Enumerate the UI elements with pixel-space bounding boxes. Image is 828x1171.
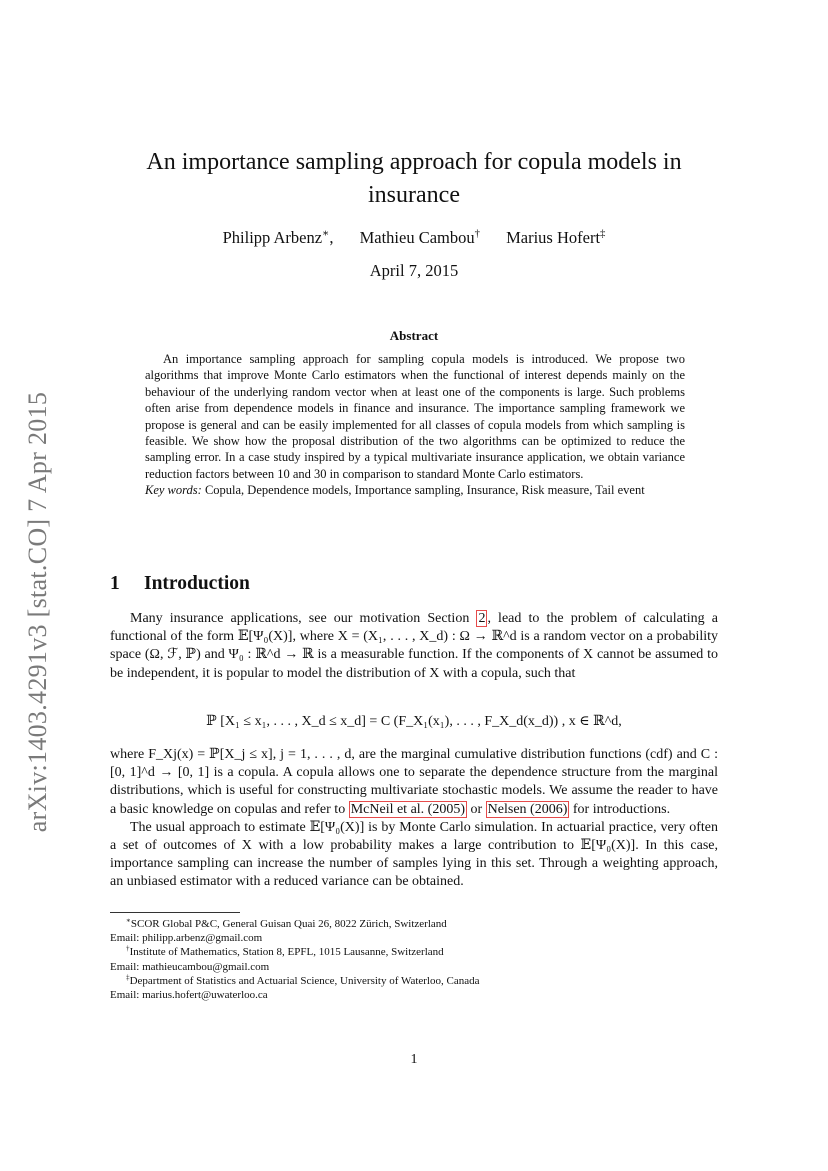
page-number: 1: [410, 1052, 418, 1067]
abstract-body: [145, 351, 685, 499]
section-heading: [110, 573, 250, 595]
footnote: †Institute of Mathematics, Station 8, EPFL, 1015 Lausanne, Switzerland: [126, 944, 444, 959]
keywords-label: Key words:: [145, 483, 202, 498]
keywords: [145, 482, 685, 498]
arxiv-sidebar-stamp: [18, 372, 58, 852]
author-list: [110, 228, 718, 248]
section-title: Introduction: [144, 573, 250, 594]
footnote: ∗SCOR Global P&C, General Guisan Quai 26, 8022 Zürich, Switzerland: [126, 916, 447, 930]
citation-link[interactable]: Nelsen (2006): [487, 801, 568, 817]
section-reference-link[interactable]: 2: [478, 611, 486, 626]
citation-link[interactable]: McNeil et al. (2005): [350, 801, 465, 817]
footnote-mark: †: [474, 227, 480, 240]
footnote-mark: ∗: [322, 227, 330, 240]
keywords-list: Copula, Dependence models, Importance sampling, Insurance, Risk measure, Tail event: [204, 483, 645, 498]
author: Mathieu Cambou†: [359, 227, 480, 247]
abstract-text: An importance sampling approach for sampling copula models is introduced. We propose two algorithms that improve Monte Carlo estimators when the functional of interest depends mainly on the behaviour of the underlying random vector when at least one of the components is large. Such problems often arise from dependence models in finance and insurance. The importance sampling framework we propose is general and can be easily implemented for all classes of copula models from which sampling is feasible. We show how the proposal distribution of the two algorithms can be optimized to reduce the sampling error. In a case study inspired by a typical multivariate insurance application, we obtain variance reduction factors between 10 and 30 in comparison to standard Monte Carlo estimators.: [145, 352, 685, 481]
copula-equation: ℙ [X₁ ≤ x₁, . . . , X_d ≤ x_d] = C (F_X₁(x₁), . . . , F_X_d(x_d)) , x ∈ ℝ^d,: [206, 714, 622, 729]
footnote-email: Email: mathieucambou@gmail.com: [110, 960, 270, 973]
intro-paragraph-1: Many insurance applications, see our motivation Section 2 , lead to the problem of calculating a functional of the form 𝔼[Ψ₀(X)], where X = (X₁, . . . , X_d) : Ω → ℝ^d is a random vector on a probability space (Ω, ℱ, ℙ) and Ψ₀ : ℝ^d → ℝ is a measurable function. If the components of X cannot be assumed to be independent, it is popular to model the distribution of X with a copula, such that: [110, 611, 718, 681]
author: Philipp Arbenz∗,: [222, 227, 334, 247]
abstract-heading: Abstract: [389, 328, 439, 343]
footnote-rule: [110, 912, 240, 913]
arxiv-identifier: arXiv:1403.4291v3 [stat.CO] 7 Apr 2015: [23, 391, 52, 833]
footnote-email: Email: marius.hofert@uwaterloo.ca: [110, 989, 268, 1002]
footnote: ‡Department of Statistics and Actuarial Science, University of Waterloo, Canada: [126, 973, 480, 987]
footnote-email: Email: philipp.arbenz@gmail.com: [110, 932, 263, 945]
footnotes: [110, 917, 718, 1002]
footnote-mark: ‡: [600, 227, 606, 240]
intro-paragraph-2: where F_Xj(x) = ℙ[X_j ≤ x], j = 1, . . . , d, are the marginal cumulative distribution functions (cdf) and C : [0, 1]^d → [0, 1] is a copula. A copula allows one to separate the dependence structure from the marginal distributions, which is useful for constructing multivariate stochastic models. We assume the reader to have a basic knowledge on copulas and refer to McNeil et al. (2005) or Nelsen (2006) for introductions. The usual approach to estimate 𝔼[Ψ₀(X)] is by Monte Carlo simulation. In actuarial practice, very often a set of outcomes of X with a low probability makes a large contribution to 𝔼[Ψ₀(X)]. In this case, importance sampling can increase the number of samples lying in this set. Through a weighting approach, an unbiased estimator with a reduced variance can be obtained.: [110, 746, 718, 892]
section-number: 1: [110, 573, 120, 594]
paper-title: An importance sampling approach for copula models in insurance: [146, 149, 682, 208]
author: Marius Hofert‡: [506, 227, 606, 247]
publication-date: April 7, 2015: [369, 261, 459, 280]
intro-paragraph-3: The usual approach to estimate 𝔼[Ψ₀(X)] is by Monte Carlo simulation. In actuarial practice, very often a set of outcomes of X with a low probability makes a large contribution to 𝔼[Ψ₀(X)]. In this case, importance sampling can increase the number of samples lying in this set. Through a weighting approach, an unbiased estimator with a reduced variance can be obtained.: [110, 819, 718, 890]
